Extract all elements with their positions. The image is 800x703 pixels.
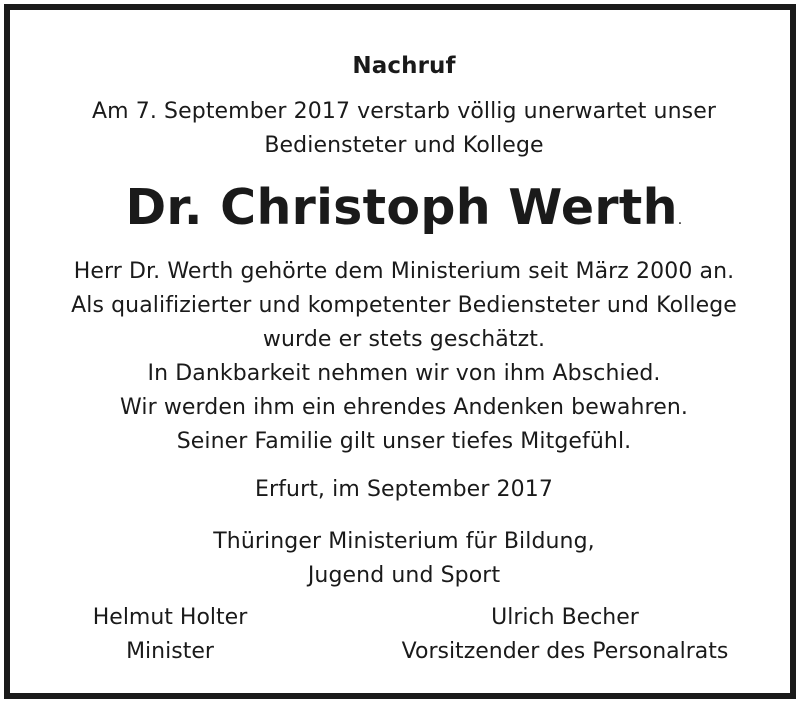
place-date: Erfurt, im September 2017 bbox=[255, 477, 553, 502]
organization-line-2: Jugend und Sport bbox=[307, 563, 501, 588]
deceased-name-line bbox=[10, 178, 798, 250]
name-period: . bbox=[677, 212, 683, 228]
intro-line-1: Am 7. September 2017 verstarb völlig unerwartet unser bbox=[92, 99, 716, 124]
body-line-3: wurde er stets geschätzt. bbox=[262, 327, 546, 352]
organization-line-1: Thüringer Ministerium für Bildung, bbox=[213, 529, 595, 554]
body-line-6: Seiner Familie gilt unser tiefes Mitgefühl. bbox=[176, 429, 632, 454]
body-line-4: In Dankbarkeit nehmen wir von ihm Abschied. bbox=[147, 361, 661, 386]
body-line-2: Als qualifizierter und kompetenter Bediensteter und Kollege bbox=[71, 293, 737, 318]
deceased-name: Dr. Christoph Werth bbox=[125, 179, 678, 236]
obituary-notice bbox=[4, 4, 796, 699]
signatory-1-name: Helmut Holter bbox=[92, 605, 248, 630]
body-line-5: Wir werden ihm ein ehrendes Andenken bewahren. bbox=[120, 395, 688, 420]
signatory-2-name: Ulrich Becher bbox=[491, 605, 639, 630]
signatory-2-role: Vorsitzender des Personalrats bbox=[401, 639, 729, 664]
signatory-1-role: Minister bbox=[126, 639, 214, 664]
notice-heading: Nachruf bbox=[352, 53, 456, 79]
body-line-1: Herr Dr. Werth gehörte dem Ministerium seit März 2000 an. bbox=[73, 259, 735, 284]
intro-line-2: Bediensteter und Kollege bbox=[264, 133, 544, 158]
